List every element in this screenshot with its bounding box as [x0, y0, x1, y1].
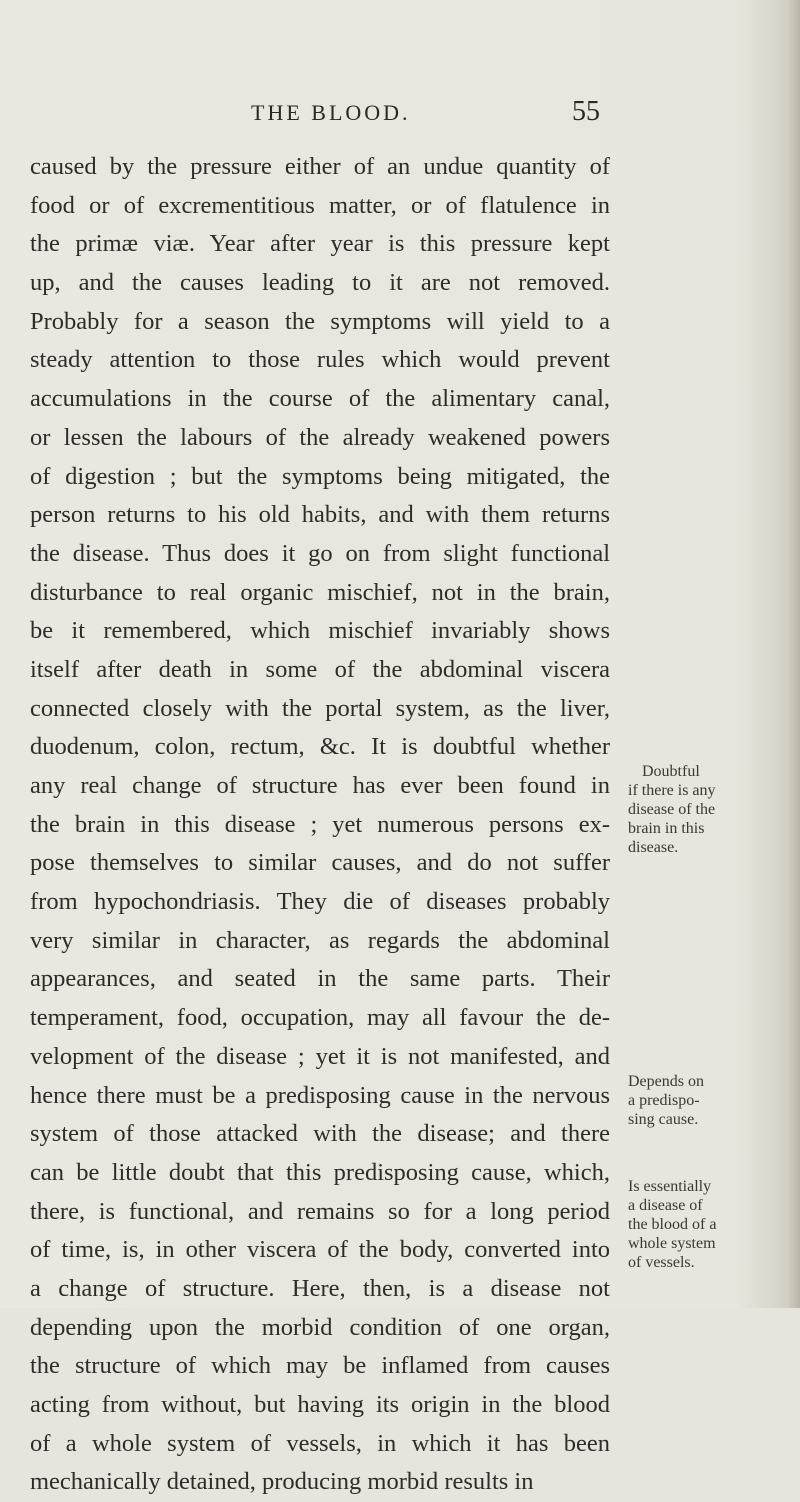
text-line: velopment of the disease ; yet it is not manifested, and: [30, 1042, 610, 1070]
text-line: accumulations in the course of the alimentary canal,: [30, 385, 610, 413]
text-line: or lessen the labours of the already weakened powers: [30, 423, 610, 451]
text-line: system of those attacked with the disease; and there: [30, 1120, 610, 1148]
text-line: a change of structure. Here, then, is a disease not: [30, 1274, 610, 1302]
margin-note-doubtful: [628, 762, 788, 857]
margin-note-line: Depends on: [628, 1073, 704, 1090]
margin-note-line: Doubtful: [642, 763, 700, 780]
running-head: [0, 96, 800, 140]
text-line: food or of excrementitious matter, or of flatulence in: [30, 191, 610, 219]
text-line: of time, is, in other viscera of the body, converted into: [30, 1236, 610, 1264]
text-line: any real change of structure has ever been found in: [30, 772, 610, 799]
text-line: up, and the causes leading to it are not removed.: [30, 269, 610, 297]
text-line: depending upon the morbid condition of one organ,: [30, 1313, 610, 1341]
text-line: very similar in character, as regards the abdominal: [30, 926, 610, 954]
text-line: Probably for a season the symptoms will yield to a: [30, 307, 610, 335]
text-line: duodenum, colon, rectum, &c. It is doubtful whether: [30, 733, 610, 761]
text-line: the brain in this disease ; yet numerous persons ex-: [30, 810, 610, 838]
text-line: connected closely with the portal system, as the liver,: [30, 694, 610, 722]
text-line: can be little doubt that this predisposing cause, which,: [30, 1158, 610, 1186]
margin-note-line: sing cause.: [628, 1111, 699, 1128]
text-line: caused by the pressure either of an undue quantity of: [30, 153, 610, 180]
text-line: of a whole system of vessels, in which it has been: [30, 1429, 610, 1457]
text-line: acting from without, but having its origin in the blood: [30, 1391, 610, 1418]
text-line: pose themselves to similar causes, and do not suffer: [30, 849, 610, 877]
text-line: appearances, and seated in the same parts. Their: [30, 965, 610, 993]
margin-note-line: brain in this: [628, 820, 705, 837]
margin-note-line: Is essentially: [628, 1178, 712, 1195]
text-line: steady attention to those rules which would prevent: [30, 346, 610, 374]
margin-note-line: the blood of a: [628, 1216, 717, 1233]
margin-note-line: a disease of: [628, 1197, 703, 1214]
margin-note-line: a predispo-: [628, 1092, 700, 1109]
text-line: mechanically detained, producing morbid results in: [30, 1468, 534, 1496]
text-line: from hypochondriasis. They die of diseases probably: [30, 888, 610, 916]
running-title: THE BLOOD.: [251, 100, 411, 125]
text-line: there, is functional, and remains so for a long period: [30, 1197, 610, 1225]
page-number: 55: [572, 96, 600, 127]
margin-note-line: disease of the: [628, 801, 716, 818]
margin-note-line: whole system: [628, 1235, 716, 1252]
text-line: itself after death in some of the abdominal viscera: [30, 655, 610, 683]
text-line: person returns to his old habits, and with them returns: [30, 501, 610, 529]
page-gutter-shadow: [786, 0, 800, 1308]
margin-note-line: of vessels.: [628, 1254, 695, 1271]
text-line: the structure of which may be inflamed from causes: [30, 1352, 610, 1380]
body-text: [30, 148, 610, 1502]
margin-note-line: disease.: [628, 839, 679, 856]
text-line: disturbance to real organic mischief, not in the brain,: [30, 578, 610, 606]
margin-note-blood-disease: [628, 1177, 788, 1272]
text-line: be it remembered, which mischief invariably shows: [30, 617, 610, 645]
text-line: the disease. Thus does it go on from slight functional: [30, 539, 610, 567]
margin-note-predisposing-cause: [628, 1072, 788, 1129]
text-line: the primæ viæ. Year after year is this pressure kept: [30, 230, 610, 258]
text-line: of digestion ; but the symptoms being mitigated, the: [30, 462, 610, 490]
text-line: temperament, food, occupation, may all favour the de-: [30, 1004, 610, 1032]
text-line: hence there must be a predisposing cause in the nervous: [30, 1081, 610, 1109]
margin-note-line: if there is any: [628, 782, 716, 799]
